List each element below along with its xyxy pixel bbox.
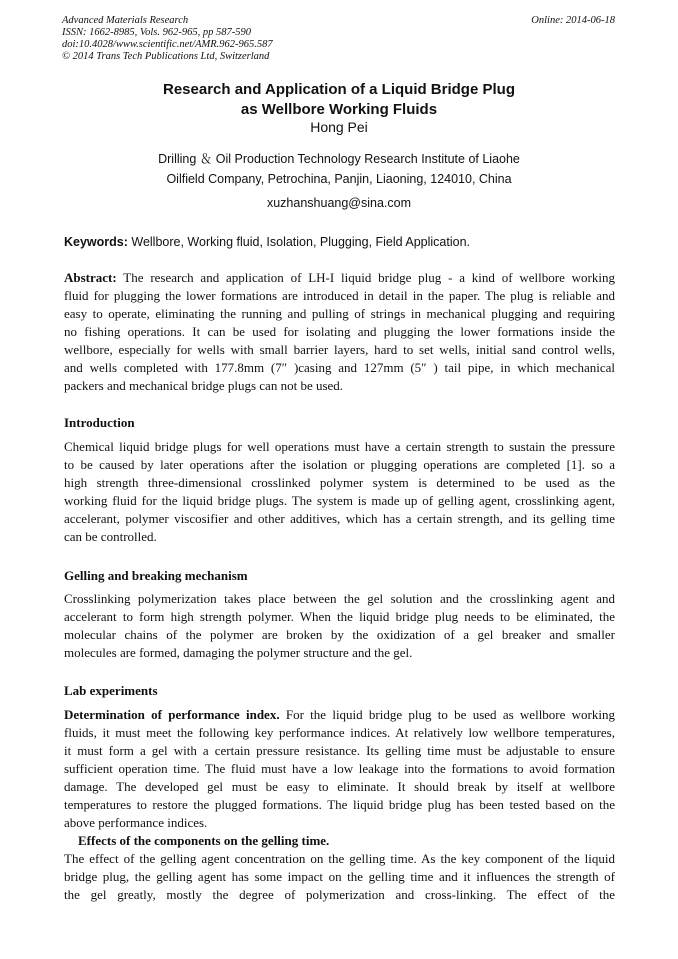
subheading-effects: Effects of the components on the gelling time. xyxy=(78,833,330,848)
text-line: The effect of the gelling agent concentration on the gelling time. As the key component of the liquid xyxy=(64,851,615,866)
text-line: accelerant to form high strength polymer. When the liquid bridge plug needs to be eliminated, the xyxy=(64,609,615,624)
text-line: Determination of performance index. For the liquid bridge plug to be used as wellbore working xyxy=(64,707,615,722)
text-line: and wells completed with 177.8mm (7″ )casing and 127mm (5″ ) tail pipe, in which mechanical xyxy=(64,360,615,375)
heading-gelling: Gelling and breaking mechanism xyxy=(64,568,248,583)
text-line: temperatures to restore the plugged formations. The liquid bridge plug has been tested based on the xyxy=(64,797,615,812)
text-line: Chemical liquid bridge plugs for well operations must have a certain strength to sustain the pressure xyxy=(64,439,615,454)
text-line: the gel greatly, mostly the degree of polymerization and cross-linking. The effect of the xyxy=(64,887,615,902)
heading-introduction: Introduction xyxy=(64,415,135,430)
copyright: © 2014 Trans Tech Publications Ltd, Switzerland xyxy=(62,51,270,62)
title-line-1: Research and Application of a Liquid Bridge Plug xyxy=(163,81,515,98)
text-line: molecules are formed, damaging the polymer structure and the gel. xyxy=(64,645,413,660)
email: xuzhanshuang@sina.com xyxy=(266,196,412,210)
text-line: working fluid for the liquid bridge plugs. The system is made up of gelling agent, crosslinking agent, xyxy=(64,493,615,508)
text-line: accelerant, polymer viscosifier and other additives, which has a certain strength, and its gelling time xyxy=(64,511,615,526)
text-line: fluid for plugging the lower formations are introduced in detail in the paper. The plug is reliable and xyxy=(64,288,615,303)
keywords: Keywords: Wellbore, Working fluid, Isolation, Plugging, Field Application. xyxy=(64,235,470,249)
text-line: easy to operate, eliminating the running and pulling of strings in mechanical plugging and requiring xyxy=(64,306,615,321)
text-line: damage. The developed gel must be easy to eliminate. It should break by itself at wellbore xyxy=(64,779,615,794)
text-line: Crosslinking polymerization takes place between the gel solution and the crosslinking agent and xyxy=(64,591,615,606)
text-line: wellbore, especially for wells with small barrier layers, hard to set wells, initial sand control wells, xyxy=(64,342,615,357)
text-line: molecular chains of the polymer are broken by the oxidization of a gel breaker and smaller xyxy=(64,627,615,642)
online-date: Online: 2014-06-18 xyxy=(531,15,615,26)
text-line: fluids, it must meet the following key performance indices. At relatively low wellbore temperatures, xyxy=(64,725,615,740)
text-line: high strength three-dimensional crosslinked polymer system is determined to be used as the xyxy=(64,475,615,490)
affiliation-2: Oilfield Company, Petrochina, Panjin, Liaoning, 124010, China xyxy=(166,172,512,186)
text-line: bridge plug, the gelling agent has some impact on the gelling time and it influences the strength of xyxy=(64,869,615,884)
text-line: packers and mechanical bridge plugs can not be used. xyxy=(64,378,344,393)
issn: ISSN: 1662-8985, Vols. 962-965, pp 587-590 xyxy=(62,27,251,38)
author: Hong Pei xyxy=(310,119,368,135)
text-line: sufficient operation time. The fluid must have a low leakage into the formations to avoid formation xyxy=(64,761,615,776)
heading-lab: Lab experiments xyxy=(64,683,158,698)
doi: doi:10.4028/www.scientific.net/AMR.962-965.587 xyxy=(62,39,273,50)
text-line: it must form a gel with a certain pressure resistance. Its gelling time must be adjustable to ensure xyxy=(64,743,615,758)
text-line: can be controlled. xyxy=(64,529,157,544)
title-line-2: as Wellbore Working Fluids xyxy=(240,101,438,118)
affiliation-1: Drilling ＆ Oil Production Technology Research Institute of Liaohe xyxy=(158,152,520,166)
text-line: above performance indices. xyxy=(64,815,208,830)
journal-name: Advanced Materials Research xyxy=(62,15,189,26)
text-line: no fishing operations. It can be used for isolating and plugging the lower formations inside the xyxy=(64,324,615,339)
text-line: to be caused by later operations after the isolation or plugging operations are completed [1]. so a xyxy=(64,457,615,472)
text-line: Abstract: The research and application of LH-I liquid bridge plug - a kind of wellbore working xyxy=(64,270,615,285)
